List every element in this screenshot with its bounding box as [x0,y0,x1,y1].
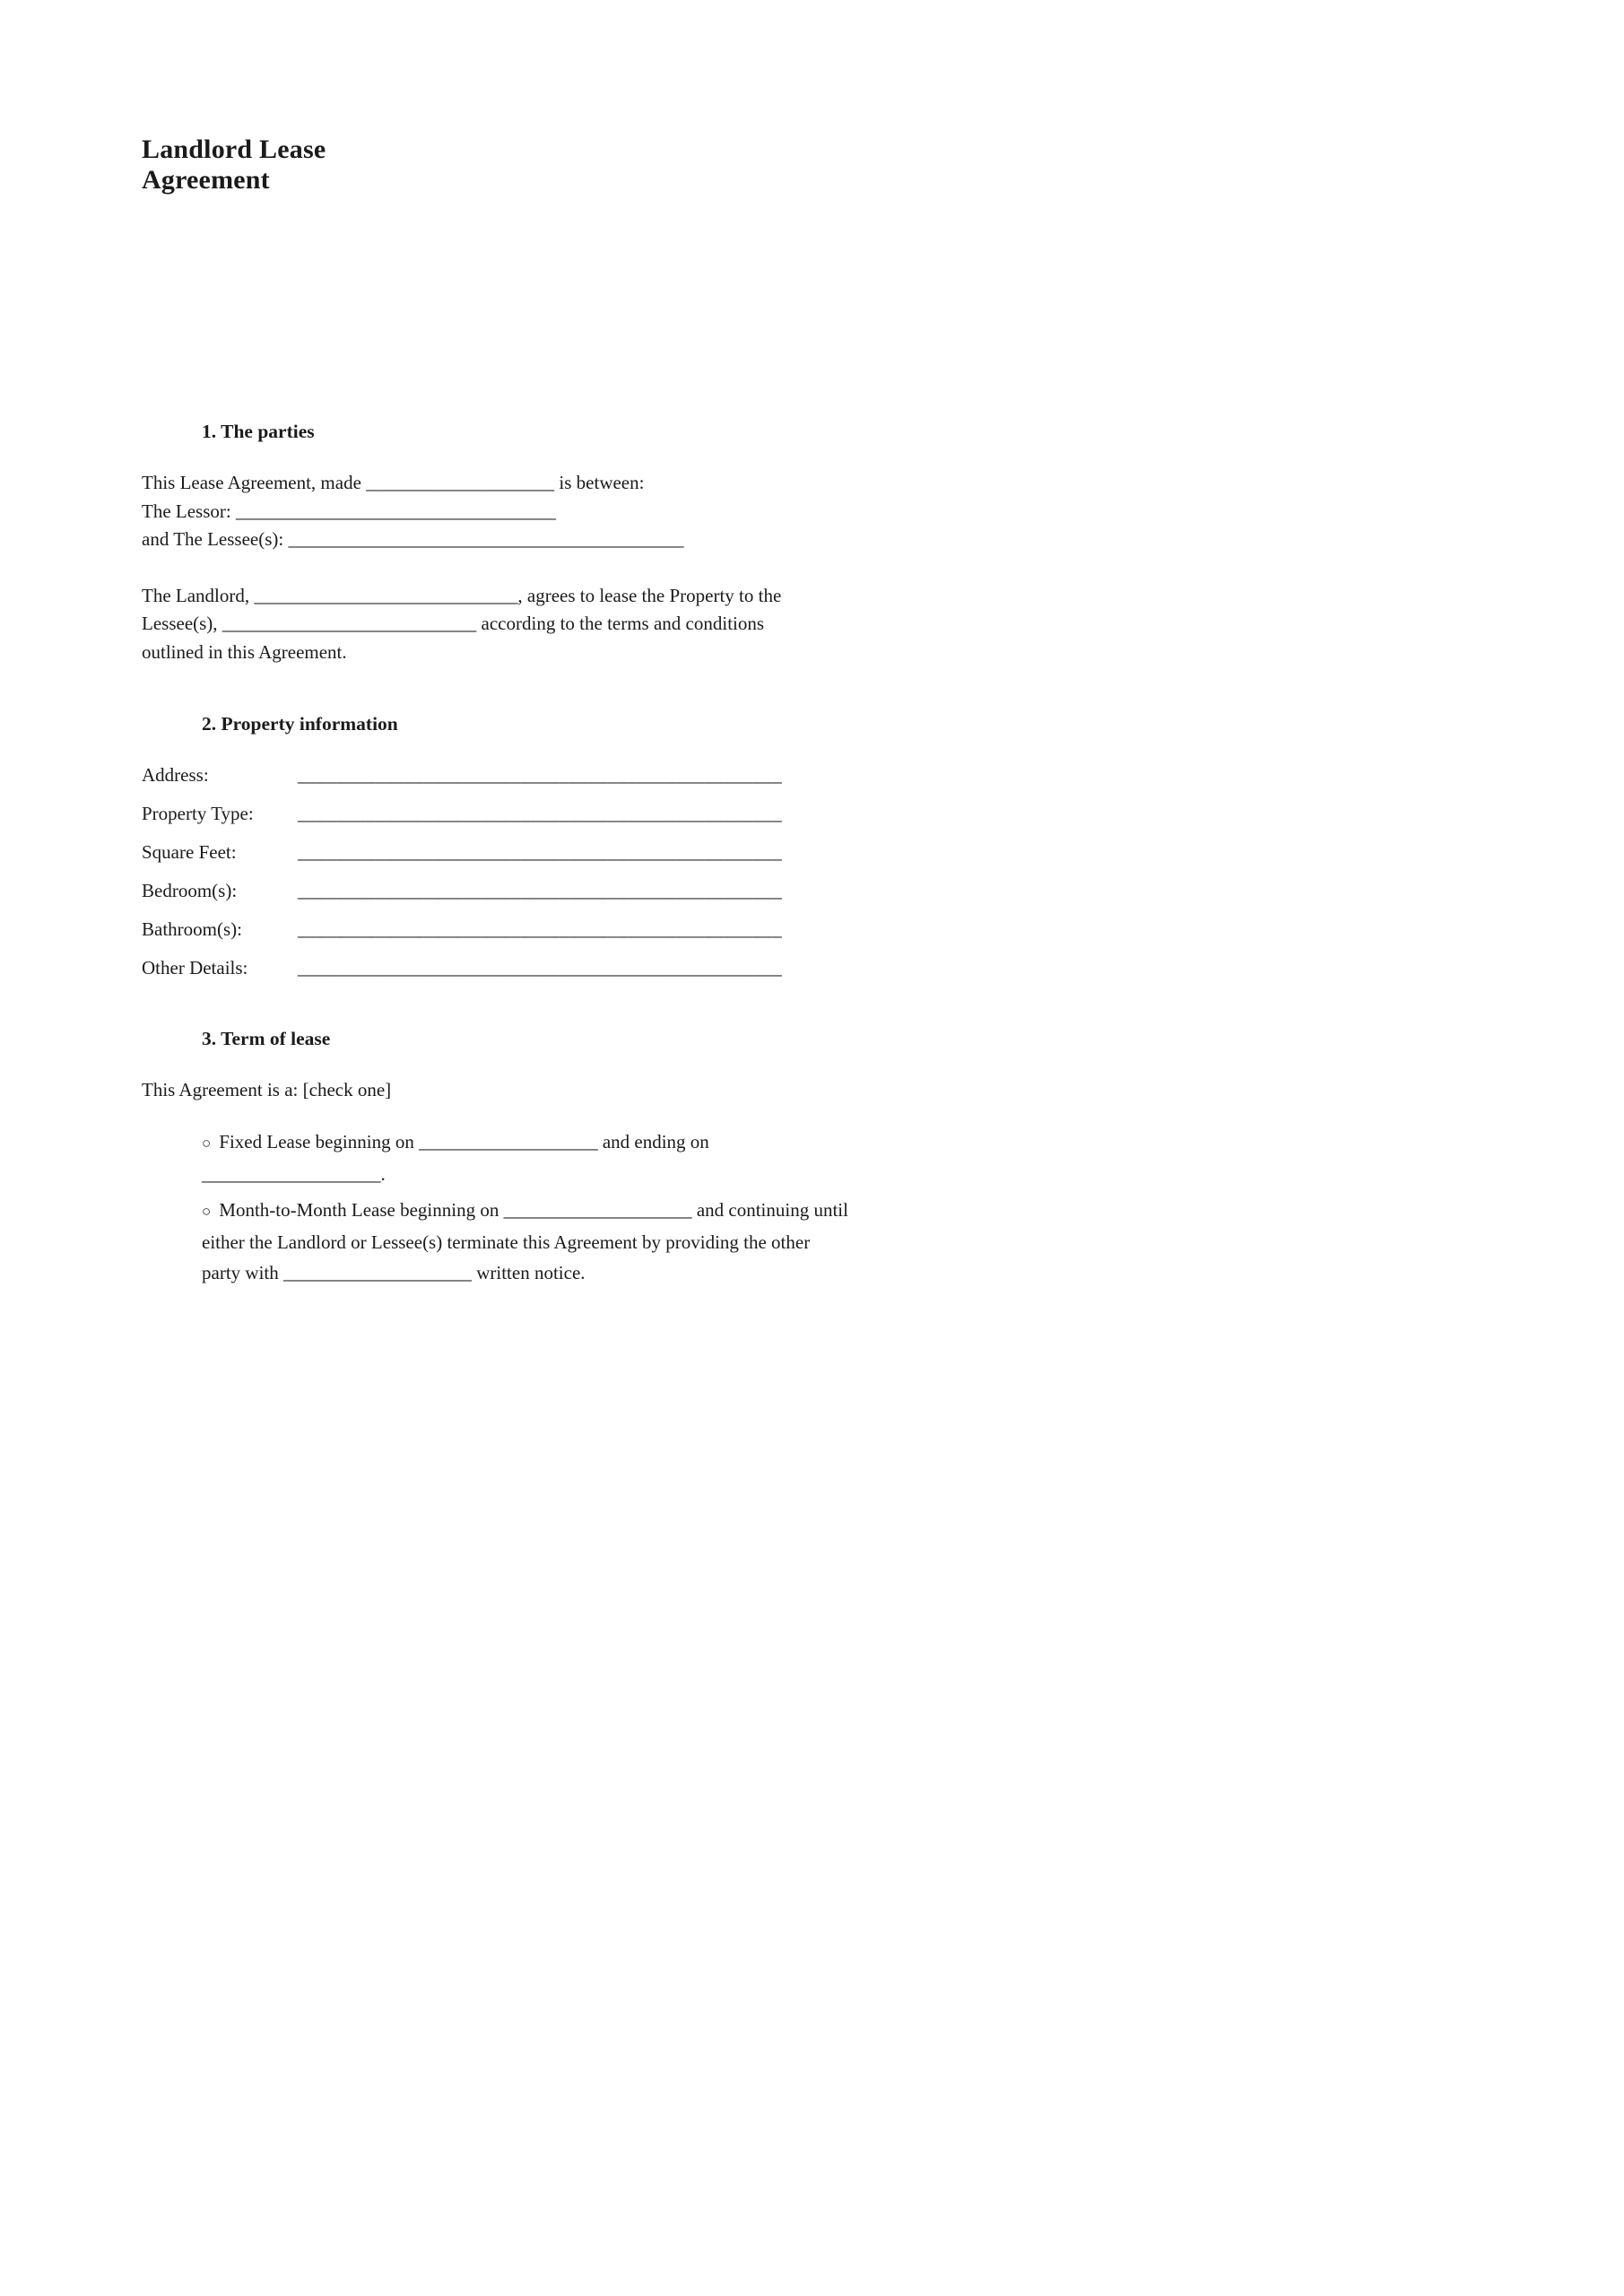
property-row-type [142,800,1570,828]
property-row-bathrooms [142,916,1570,944]
property-row-square-feet [142,839,1570,866]
text-line-lessor: The Lessor: __________________________________ [142,500,556,522]
blank-field-other-details: __________________________________________________ [298,957,782,978]
blank-field-square-feet: __________________________________________________ [298,841,782,863]
lease-type-options [202,1126,1570,1288]
option-mtm-text: Month-to-Month Lease beginning on ____________________ and continuing until [219,1198,848,1221]
document-title [142,135,1570,196]
option-mtm-line-2: either the Landlord or Lessee(s) terminate this Agreement by providing the other [202,1231,811,1253]
text-line-lessee-terms: Lessee(s), ___________________________ according to the terms and conditions [142,613,765,634]
property-row-bedrooms [142,877,1570,905]
option-fixed-lease [202,1126,1570,1189]
parties-made-paragraph [142,469,1570,554]
text-line-landlord-agrees: The Landlord, ____________________________, agrees to lease the Property to the [142,584,782,606]
property-row-address [142,761,1570,789]
document-title-line-2: Agreement [142,165,270,195]
option-fixed-line-1 [202,1126,1570,1159]
property-label-type: Property Type: [142,803,254,824]
property-label-bathrooms: Bathroom(s): [142,918,242,940]
blank-field-bedrooms: __________________________________________________ [298,880,782,901]
section-heading-property: 2. Property information [202,713,398,735]
property-information-table [142,761,1570,982]
option-mtm-line-1 [202,1195,1570,1227]
option-mtm-line-3: party with ____________________ written notice. [202,1261,586,1283]
property-label-bedrooms: Bedroom(s): [142,880,238,901]
text-line-made-between: This Lease Agreement, made ____________________ is between: [142,472,645,493]
radio-circle-icon: ○ [202,1202,212,1220]
option-month-to-month-lease [202,1195,1570,1288]
option-fixed-line-2: ___________________. [202,1162,386,1185]
text-line-lessee: and The Lessee(s): __________________________________________ [142,528,684,550]
text-line-outlined: outlined in this Agreement. [142,640,347,663]
property-label-other-details: Other Details: [142,957,248,978]
property-label-square-feet: Square Feet: [142,841,237,863]
term-intro-line: This Agreement is a: [check one] [142,1079,392,1100]
blank-field-address: __________________________________________________ [298,764,782,786]
section-heading-term: 3. Term of lease [202,1028,331,1049]
radio-circle-icon: ○ [202,1134,212,1152]
property-label-address: Address: [142,764,209,786]
parties-agreement-paragraph [142,582,1570,667]
blank-field-bathrooms: __________________________________________________ [298,918,782,940]
section-heading-parties: 1. The parties [202,421,315,442]
property-row-other-details [142,954,1570,982]
blank-field-type: __________________________________________________ [298,803,782,824]
option-fixed-text: Fixed Lease beginning on ___________________ and ending on [219,1130,709,1152]
document-title-line-1: Landlord Lease [142,135,326,164]
